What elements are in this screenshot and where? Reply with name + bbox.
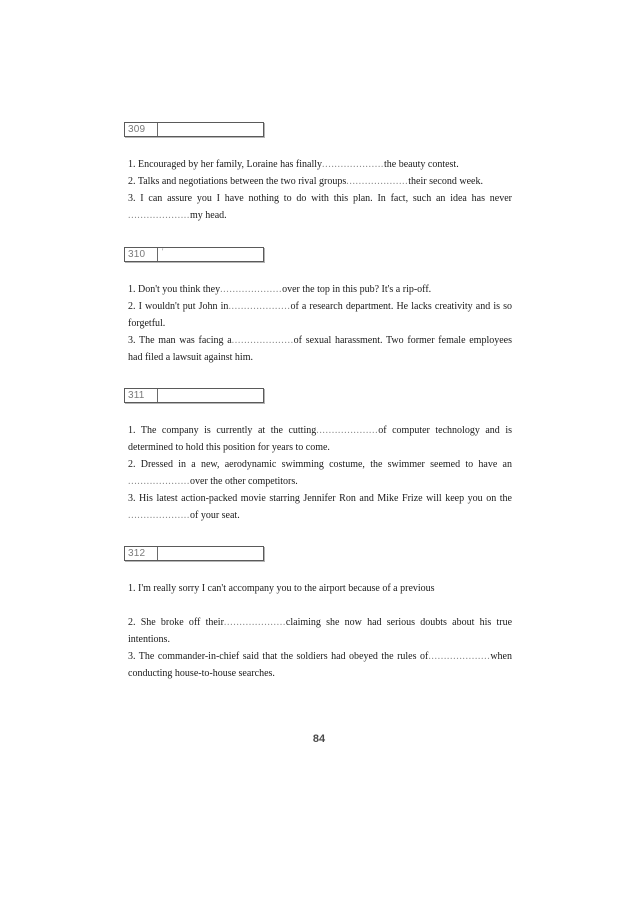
item-text-after: claiming she now had serious doubts about his true intentions. [128, 617, 513, 645]
item-text-after: my head. [190, 210, 227, 221]
item-text-before: 3. I can assure you I have nothing to do with this plan. In fact, such an idea has never [128, 193, 512, 204]
exercise-item [128, 422, 512, 456]
exercise-item [128, 281, 512, 298]
exercise-number: 311 [125, 389, 158, 402]
exercise-item [128, 173, 512, 190]
item-text-after: of computer technology and is determined to hold this position for years to come. [128, 425, 513, 453]
item-text-after: over the other competitors. [190, 476, 298, 487]
item-text-before: 3. The commander-in-chief said that the soldiers had obeyed the rules of [128, 651, 429, 662]
exercise-body [128, 156, 512, 224]
item-text-after: the beauty contest. [384, 159, 459, 170]
item-text-after: of your seat. [190, 510, 240, 521]
item-text-before: 3. His latest action-packed movie starring Jennifer Ron and Mike Frize will keep you on the [128, 493, 512, 504]
exercise-item [128, 332, 512, 366]
item-text-before: 1. Encouraged by her family, Loraine has finally [128, 159, 323, 170]
item-text-before: 2. Talks and negotiations between the two rival groups [128, 176, 347, 187]
item-text-after: their second week. [408, 176, 483, 187]
answer-blank[interactable]: .................... [231, 335, 294, 346]
exercise-311 [128, 388, 512, 524]
item-text-after: when conducting house-to-house searches. [128, 651, 512, 679]
answer-blank[interactable]: .................... [220, 284, 283, 295]
exercise-body [128, 281, 512, 366]
item-text-after: of sexual harassment. Two former female employees had filed a lawsuit against him. [128, 335, 512, 363]
item-text-before: 2. I wouldn't put John in [128, 301, 229, 312]
exercise-item [128, 490, 512, 524]
exercise-number-box [124, 388, 264, 403]
answer-blank-line[interactable] [128, 597, 512, 614]
answer-blank[interactable]: .................... [228, 301, 291, 312]
answer-blank[interactable]: .................... [428, 651, 491, 662]
exercise-item [128, 580, 512, 597]
answer-blank[interactable]: .................... [346, 176, 409, 187]
answer-blank[interactable]: .................... [223, 617, 286, 628]
exercise-310 [128, 247, 512, 366]
item-text-before: 2. She broke off their [128, 617, 224, 628]
exercise-312 [128, 546, 512, 682]
exercise-309 [128, 122, 512, 224]
answer-blank[interactable]: .................... [128, 476, 190, 487]
exercise-item [128, 190, 512, 224]
exercise-number: 312 [125, 547, 158, 560]
exercise-number: 310 [125, 248, 158, 261]
item-text-before: 1. The company is currently at the cutting [128, 425, 317, 436]
exercise-number-box [124, 546, 264, 561]
item-text-before: 2. Dressed in a new, aerodynamic swimming costume, the swimmer seemed to have an [128, 459, 512, 470]
item-text-before: 1. Don't you think they [128, 284, 221, 295]
exercise-body [128, 580, 512, 682]
item-text-before: 1. I'm really sorry I can't accompany you to the airport because of a previous [128, 583, 435, 594]
item-text-after: of a research department. He lacks creativity and is so forgetful. [128, 301, 512, 329]
answer-blank[interactable]: .................... [322, 159, 385, 170]
exercise-number-box [124, 122, 264, 137]
exercise-item [128, 298, 512, 332]
item-text-before: 3. The man was facing a [128, 335, 232, 346]
exercise-item [128, 614, 512, 648]
answer-blank[interactable]: .................... [316, 425, 379, 436]
answer-blank[interactable]: .................... [128, 210, 190, 221]
exercise-body [128, 422, 512, 524]
exercise-item [128, 156, 512, 173]
page-number: 84 [312, 733, 326, 745]
exercise-number: 309 [125, 123, 158, 136]
answer-blank[interactable]: .................... [128, 510, 190, 521]
exercise-number-box [124, 247, 264, 262]
exercise-box-mark: ' [162, 247, 164, 256]
exercise-item [128, 648, 512, 682]
exercise-item [128, 456, 512, 490]
item-text-after: over the top in this pub? It's a rip-off. [282, 284, 432, 295]
